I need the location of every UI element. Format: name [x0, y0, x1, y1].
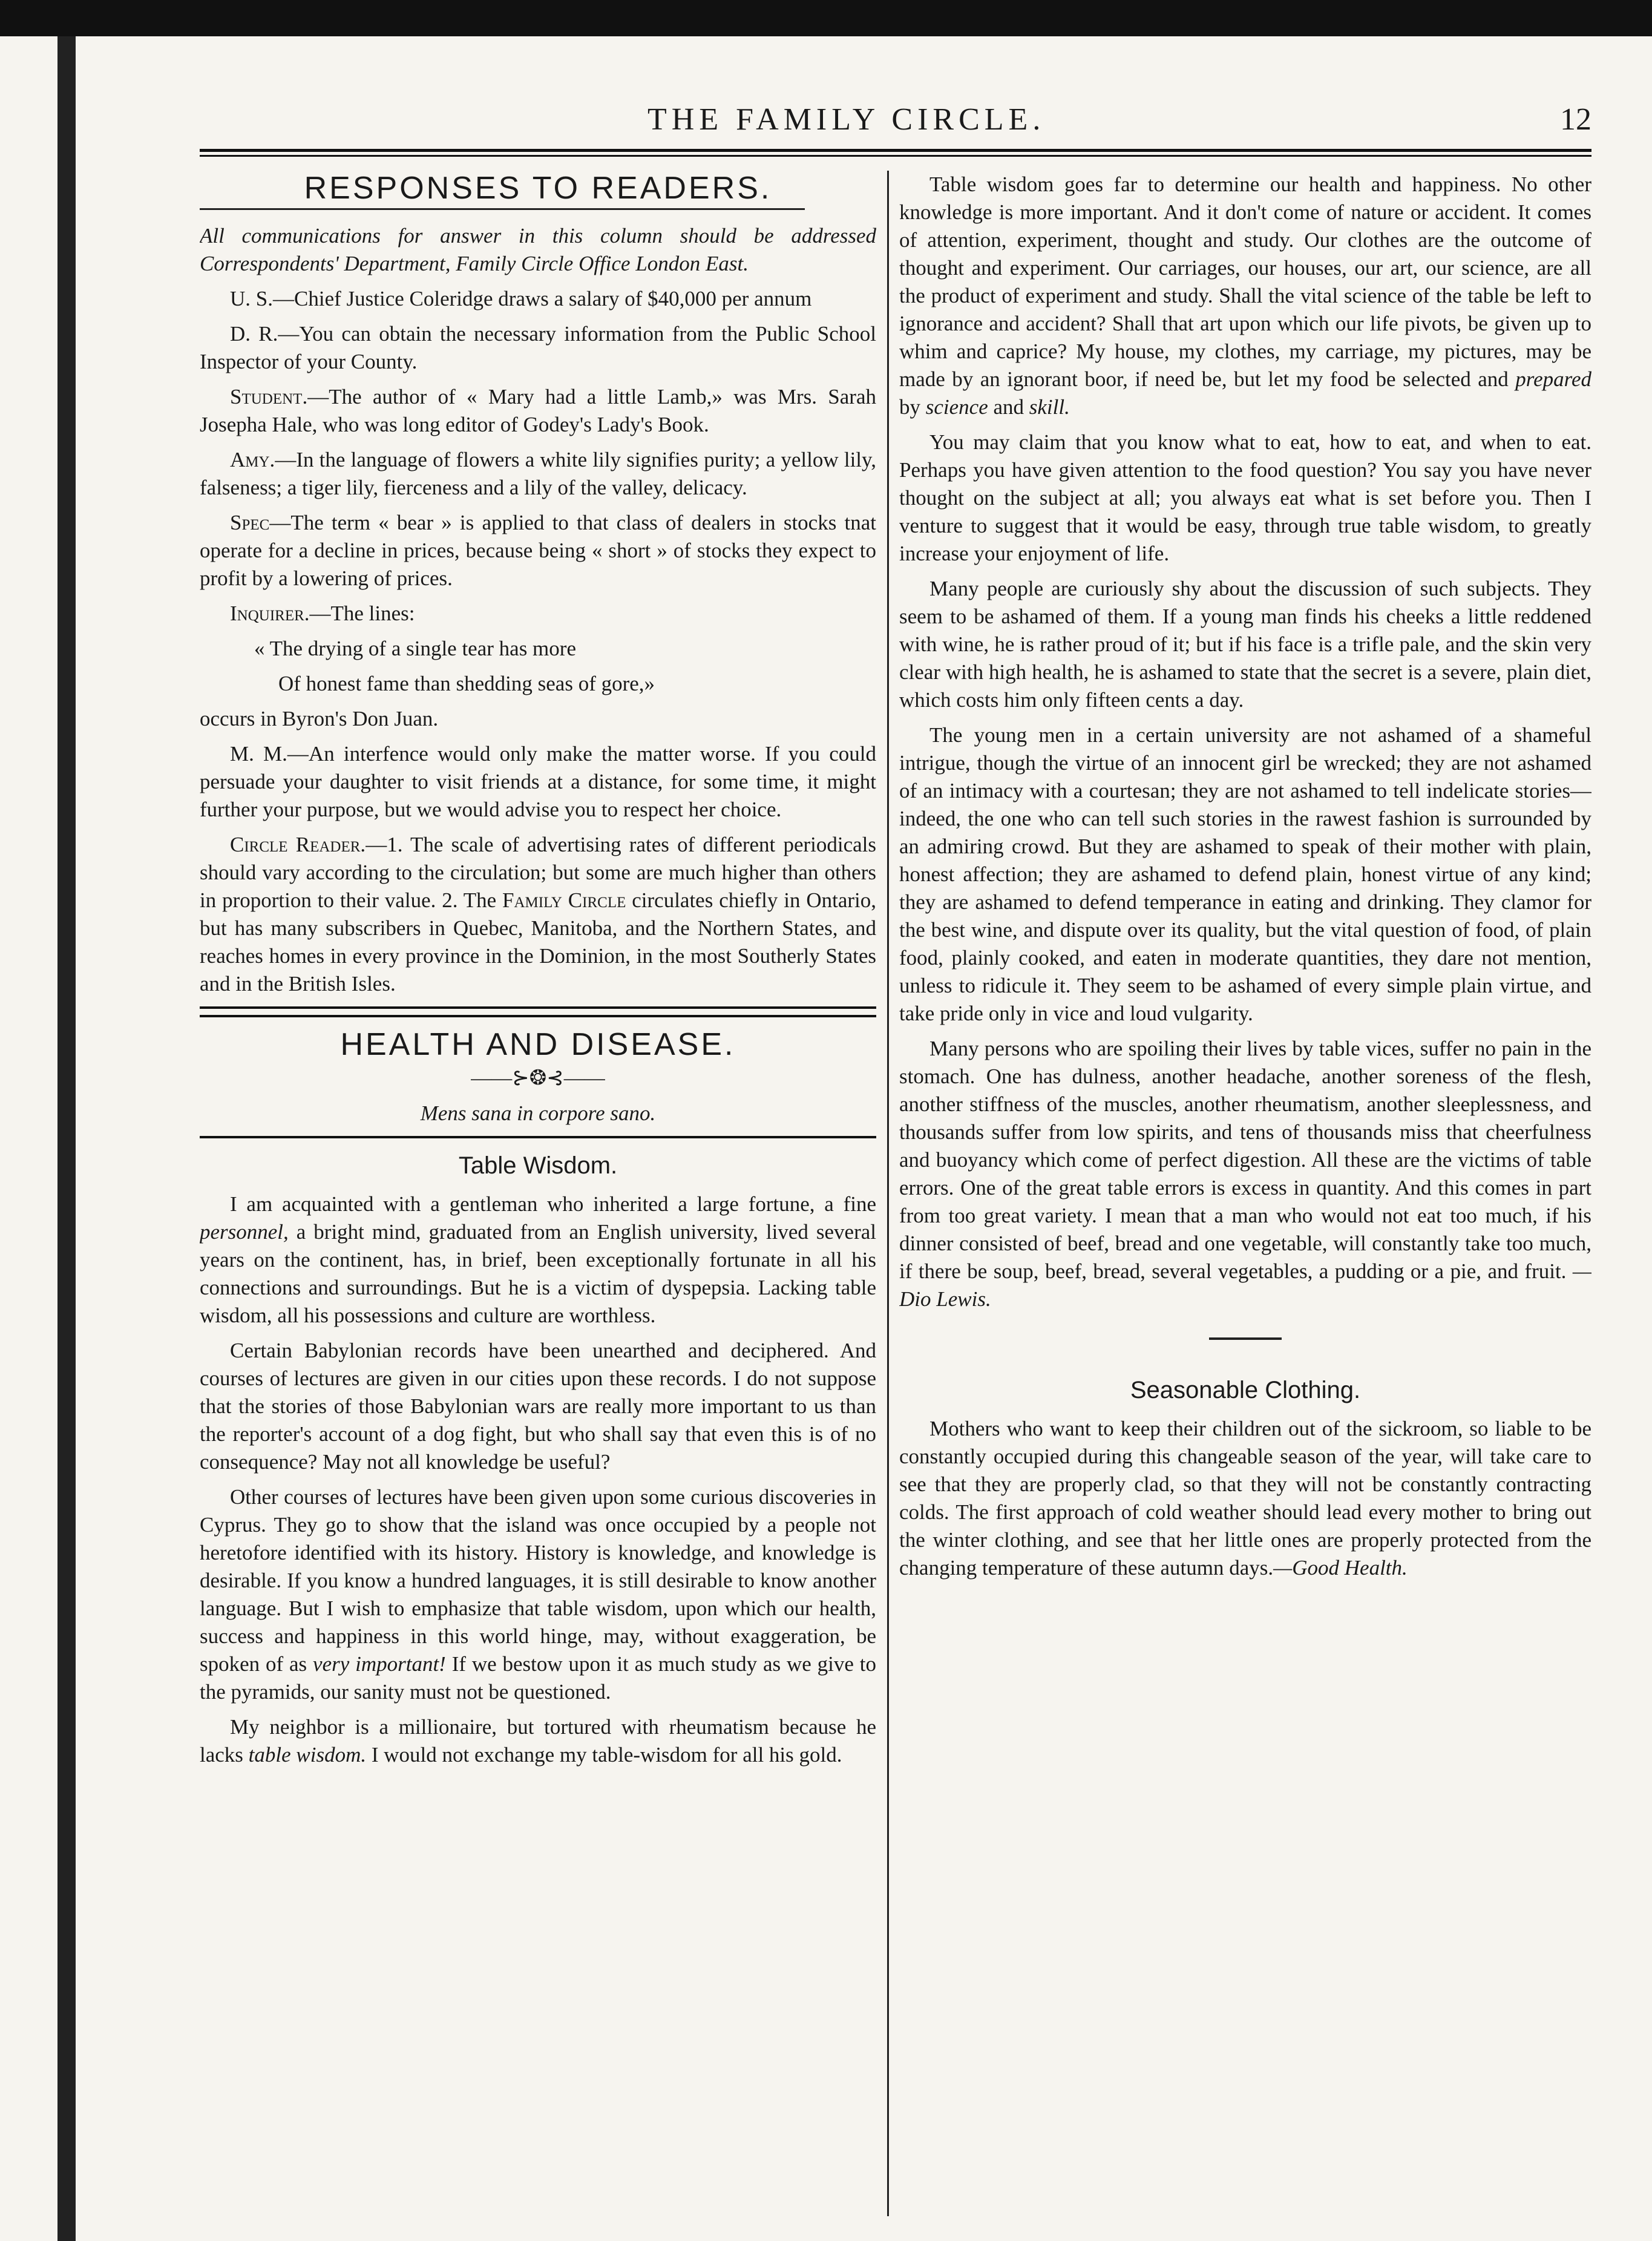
- header-rule-thin: [200, 155, 1591, 157]
- journal-title: THE FAMILY CIRCLE.: [647, 102, 1046, 137]
- responses-heading: RESPONSES TO READERS.: [304, 171, 772, 206]
- response-item: U. S.—Chief Justice Coleridge draws a salary of $40,000 per annum: [230, 287, 812, 310]
- table-wisdom-heading: Table Wisdom.: [458, 1152, 618, 1179]
- header-rule: [200, 149, 1591, 152]
- running-header: [200, 102, 1591, 144]
- paragraph: My neighbor is a millionaire, but tortured with rheumatism because he lacks table wisdom. I would not exchange my table-wisdom for all his gold.: [200, 1715, 876, 1767]
- clothing-heading: Seasonable Clothing.: [1130, 1377, 1361, 1403]
- ornament: ——⊱❂⊰——: [471, 1067, 605, 1089]
- section-double-rule: [200, 1006, 876, 1017]
- poem-line: Of honest fame than shedding seas of gore,»: [278, 672, 655, 695]
- paragraph: Certain Babylonian records have been unearthed and deciphered. And courses of lectures are given in our cities upon these records. I do not suppose that the stories of those Babylonian wars are really more important to us than the reporter's account of a dog fight, but who shall say that even this is of no consequence? May not all knowledge be useful?: [200, 1339, 876, 1474]
- column-divider: [887, 171, 889, 2216]
- paragraph: The young men in a certain university are not ashamed of a shameful intrigue, though the virtue of an innocent girl be wrecked; they are not ashamed of an intimacy with a courtesan; they are not ashamed to tell indelicate stories—indeed, the one who can tell such stories in the rawest fashion is surrounded by an admiring crowd. But they are ashamed to speak of their mother with plain, honest affection; they are ashamed to defend plain, honest virtue of any kind; they are ashamed to defend temperance in eating and drinking. They clamor for the best wine, and dispute over its quality, but the vital question of food, of plain food, plainly cooked, and eaten in moderate quantities, they dare not mention, unless to ridicule it. They seem to be ashamed of every simple plain virtue, and take pride only in vice and loud vulgarity.: [899, 723, 1591, 1025]
- response-item: D. R.—You can obtain the necessary information from the Public School Inspector of your County.: [200, 322, 876, 373]
- left-column: [200, 171, 876, 2216]
- paragraph: You may claim that you know what to eat, how to eat, and when to eat. Perhaps you have given attention to the food question? You say you have never thought on the subject at all; you always eat what is set before you. Then I venture to suggest that it would be easy, through true table wisdom, to greatly increase your enjoyment of life.: [899, 430, 1591, 565]
- response-item: M. M.—An interfence would only make the matter worse. If you could persuade your daughter to visit friends at a distance, for some time, it might further your purpose, but we would advise you to respect her choice.: [200, 742, 876, 821]
- response-item: Student.—The author of « Mary had a little Lamb,» was Mrs. Sarah Josepha Hale, who was long editor of Godey's Lady's Book.: [200, 385, 876, 436]
- page-number: 12: [1560, 102, 1591, 137]
- paragraph: Many persons who are spoiling their lives by table vices, suffer no pain in the stomach. One has dulness, another headache, another soreness of the flesh, another stiffness of the muscles, another rheumatism, another sleeplessness, and thousands suffer from low spirits, and tens of thousands miss that cheerfulness and buoyancy which come of perfect digestion. All these are the victims of table errors. One of the great table errors is excess in quantity. And this comes in part from too great variety. I mean that a man who would not eat too much, if his dinner consisted of beef, bread and one vegetable, will constantly take too much, if there be soup, beef, bread, several vegetables, a pudding or a pie, and fruit. —Dio Lewis.: [899, 1037, 1591, 1311]
- left-border: [57, 36, 76, 2241]
- right-column: [899, 171, 1591, 2216]
- response-item: Inquirer.—The lines:: [230, 602, 415, 625]
- paragraph: Other courses of lectures have been given upon some curious discoveries in Cyprus. They go to show that the island was once occupied by a people not heretofore identified with its history. History is knowledge, and knowledge is desirable. If you know a hundred languages, it is still desirable to know another language. But I wish to emphasize that table wisdom, upon which our health, success and happiness in this world hinge, may, without exaggeration, be spoken of as very important! If we bestow upon it as much study as we give to the pyramids, our sanity must not be questioned.: [200, 1485, 876, 1704]
- paragraph: Many people are curiously shy about the discussion of such subjects. They seem to be ashamed of them. If a young man finds his cheeks a little reddened with wine, he is rather proud of it; but if his face is a trifle pale, and the skin very clear with high health, he is ashamed to state that the secret is a severe, plain diet, which costs him only fifteen cents a day.: [899, 577, 1591, 712]
- health-heading: HEALTH AND DISEASE.: [340, 1027, 736, 1062]
- paragraph: Mothers who want to keep their children out of the sickroom, so liable to be constantly occupied during this changeable season of the year, will take care to see that they are properly clad, so that they will not be constantly contracting colds. The first approach of cold weather should lead every mother to bring out the winter clothing, and see that her little ones are properly protected from the changing temperature of these autumn days.—Good Health.: [899, 1417, 1591, 1580]
- section-rule: [200, 208, 805, 210]
- poem-line: « The drying of a single tear has more: [254, 637, 576, 660]
- author-credit: —Dio Lewis.: [899, 1259, 1591, 1311]
- paragraph: I am acquainted with a gentleman who inherited a large fortune, a fine personnel, a bright mind, graduated from an English university, lived several years on the continent, has, in brief, been exceptionally fortunate in all his connections and surroundings. But he is a victim of dyspepsia. Lacking table wisdom, all his possessions and culture are worthless.: [200, 1192, 876, 1327]
- response-item: Circle Reader.—1. The scale of advertising rates of different periodicals should vary according to the circulation; but some are much higher than others in proportion to their value. 2. The Family Circle circulates chiefly in Ontario, but has many subscribers in Quebec, Manitoba, and the Northern States, and reaches homes in every province in the Dominion, in the most Southerly States and in the British Isles.: [200, 833, 876, 996]
- source-credit: —Good Health.: [1273, 1556, 1408, 1580]
- poem-source: occurs in Byron's Don Juan.: [200, 707, 439, 730]
- separator-rule: [1209, 1337, 1282, 1340]
- response-item: Spec—The term « bear » is applied to that class of dealers in stocks tnat operate for a decline in prices, because being « short » of stocks they expect to profit by a lowering of prices.: [200, 511, 876, 590]
- health-motto: Mens sana in corpore sano.: [420, 1101, 656, 1125]
- paragraph: Table wisdom goes far to determine our health and happiness. No other knowledge is more important. And it don't come of nature or accident. It comes of attention, experiment, thought and study. Our clothes are the outcome of thought and experiment. Our carriages, our houses, our art, our science, are all the product of experiment and study. Shall the vital science of the table be left to ignorance and accident? Shall that art upon which our life pivots, be given up to whim and caprice? My house, my clothes, my carriage, my pictures, may be made by an ignorant boor, if need be, but let my food be selected and prepared by science and skill.: [899, 172, 1591, 419]
- top-border: [0, 0, 1652, 36]
- section-rule: [200, 1136, 876, 1138]
- responses-note: All communications for answer in this column should be addressed Correspondents' Department, Family Circle Office London East.: [200, 224, 876, 275]
- response-item: Amy.—In the language of flowers a white lily signifies purity; a yellow lily, falseness; a tiger lily, fierceness and a lily of the valley, delicacy.: [200, 448, 876, 499]
